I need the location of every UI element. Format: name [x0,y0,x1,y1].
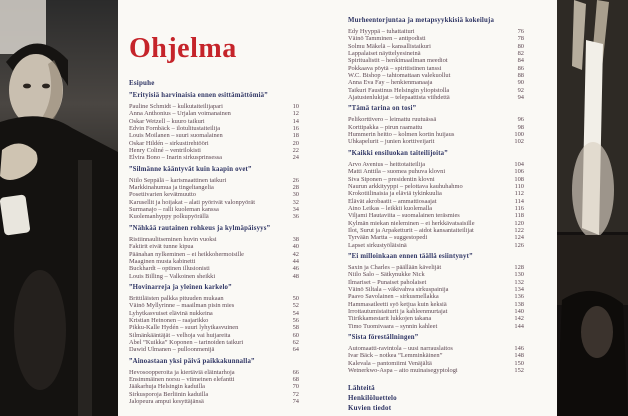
toc-item [129,302,299,309]
entry-page-number: 72 [292,390,299,398]
entry-page-number: 28 [292,184,299,192]
entry-page-number: 34 [292,206,299,214]
toc-item [348,234,524,241]
entry-label: Buckhardt – optinen illusionisti [129,265,210,273]
entry-page-number: 36 [292,213,299,221]
entry-label: Ilot, Surut ja Arpaketturit – aidot kansantaiteilijat [348,226,474,234]
toc-item [129,310,299,317]
toc-section [129,225,299,280]
entry-page-number: 78 [517,35,524,43]
toc-item [348,35,524,42]
toc-item [129,206,299,213]
entry-label: Posetiivarien kevätmuutto [129,191,196,199]
toc-item [348,301,524,308]
toc-item [348,124,524,131]
toc-item [348,50,524,57]
entry-page-number: 130 [514,271,524,279]
toc-item [129,132,299,139]
entry-page-number: 96 [517,116,524,124]
toc-item [348,242,524,249]
toc-item [348,227,524,234]
toc-item [129,369,299,376]
entry-page-number: 84 [517,57,524,65]
toc-item [348,279,524,286]
toc-section [348,17,524,101]
entry-label: Taikuri Faustinus Helsingin yliopistolla [348,86,450,94]
toc-section [348,150,524,249]
entry-page-number: 148 [514,352,524,360]
toc-item [129,339,299,346]
entry-page-number: 74 [292,398,299,405]
toc-item [129,184,299,191]
entry-page-number: 14 [292,117,299,125]
entry-label: Anna Anthonius – Urjalan voimanainen [129,110,231,118]
entry-page-number: 122 [514,226,524,234]
section-title: Murheentorjuntaa ja metapsyykkisiä kokeiluja [348,17,495,24]
toc-item [348,131,524,138]
toc-item [129,213,299,220]
toc-item [129,265,299,272]
entry-label: Lapset sirkustyöläisinä [348,241,407,249]
entry-label: Lyhytkasvuiset elävinä nukkeina [129,309,213,317]
entry-page-number: 10 [292,103,299,110]
toc-section [348,253,524,330]
toc-item [348,345,524,352]
toc-item [129,317,299,324]
entry-page-number: 82 [517,50,524,58]
toc-item [129,383,299,390]
toc-item [348,205,524,212]
entry-label: Abel ”Kuikka” Koponen – tarinoiden taikuri [129,338,244,346]
entry-page-number: 88 [517,72,524,80]
toc-item [348,212,524,219]
entry-label: Tiirikkamestarit lukkojen takana [348,315,432,323]
toc-item [129,125,299,132]
entry-page-number: 126 [514,241,524,249]
entry-label: W.C. Bishop – tahtomattaan valekuollut [348,72,451,80]
toc-item [348,43,524,50]
entry-label: Brittiläisten palkka pituuden mukaan [129,294,224,302]
page-title: Ohjelma [129,33,237,64]
toc-item [129,154,299,161]
toc-item [348,271,524,278]
toc-section [348,334,524,374]
entry-page-number: 54 [292,309,299,317]
entry-label: Kylmän miekan nieleminen – ei herkkävatsaisille [348,219,475,227]
entry-label: Paavo Savolainen – sirkusmellakka [348,293,439,301]
entry-page-number: 138 [514,300,524,308]
entry-label: Silmänkääntäjät – velhoja vai huijareita [129,331,231,339]
entry-page-number: 106 [514,168,524,176]
toc-item [129,258,299,265]
toc-item [129,273,299,280]
entry-label: Saxin ja Charles – päällään kävelijät [348,263,442,271]
entry-label: Sirkusporoja Berliinin kaduilla [129,390,209,398]
toc-item [348,28,524,35]
entry-label: Uhkapelurit – junien korttiveijarit [348,138,435,146]
entry-label: Ensimmäinen norsu – viimeinen elefantti [129,375,235,383]
entry-label: Oskar Wetzell – kuuro taikuri [129,117,205,125]
entry-label: Korttipakka – pirun raamattu [348,123,423,131]
entry-label: Hammasatleetti syö ketjua kuin keksiä [348,300,447,308]
entry-label: Jalopeura ampui kesyttäjänsä [129,398,204,405]
entry-label: Edy Hyyppä – tuhattaituri [348,28,415,35]
entry-page-number: 118 [514,212,524,220]
toc-item [348,57,524,64]
toc-item [129,177,299,184]
toc-item [348,220,524,227]
entry-page-number: 92 [517,86,524,94]
entry-page-number: 42 [292,250,299,258]
toc-item [348,264,524,271]
toc-section [129,358,299,406]
entry-label: Anna Eva Fay – henkienmanaaja [348,79,433,87]
toc-section [129,284,299,354]
entry-page-number: 134 [514,285,524,293]
entry-label: Pelikorttivero – leimattu ruutuässä [348,116,437,124]
entry-label: Naurun arkkityyppi – pelottava kauhuhahmo [348,182,463,190]
toc-item [129,243,299,250]
entry-page-number: 30 [292,191,299,199]
entry-label: Siva Siponen – presidentin klovni [348,175,435,183]
entry-page-number: 56 [292,316,299,324]
entry-page-number: 114 [514,197,524,205]
entry-label: Pauline Schmidt – kulkutaiteilijapari [129,103,223,110]
toc-item [348,190,524,197]
entry-page-number: 150 [514,359,524,367]
entry-label: Krokotiilinaisia ja eläviä tykinkuulia [348,190,442,198]
toc-item [348,323,524,330]
entry-label: Viljami Hautaviita – suomalainen teräsmies [348,212,460,220]
toc-item [348,352,524,359]
acrobat-image [557,0,628,416]
entry-page-number: 86 [517,64,524,72]
entry-page-number: 76 [517,28,524,35]
entry-page-number: 68 [292,375,299,383]
entry-label: Hummerin heitto – kolmen kortin huijaus [348,131,455,139]
entry-page-number: 48 [292,272,299,280]
toc-left-entries [129,79,299,405]
toc-item [348,72,524,79]
entry-label: Väinö Siltala – väkivahva sirkuspainija [348,285,449,293]
toc-item [129,398,299,405]
entry-page-number: 102 [514,138,524,146]
toc-item [348,79,524,86]
toc-item [129,376,299,383]
entry-label: Ivar Bäck – notkea ”Lemminkäinen” [348,352,443,360]
section-title: ”Ei milloinkaan ennen täällä esiintynyt” [348,252,473,260]
entry-page-number: 112 [514,190,524,198]
entry-page-number: 132 [514,278,524,286]
entry-page-number: 52 [292,302,299,310]
entry-label: Kristian Heinonen – raajarikko [129,316,209,324]
toc-right-entries [348,17,524,413]
back-matter-label: Lähteitä [348,384,375,393]
section-title: ”Hovinarreja ja yleinen karkelo” [129,283,232,291]
entry-page-number: 32 [292,198,299,206]
toc-item [129,324,299,331]
section-title: ”Erityisiä harvinaisia ennen esittämättömiä” [129,92,268,99]
toc-column-right [348,13,524,413]
entry-label: Elävät akrobaatit – ammattiosaajat [348,197,437,205]
entry-page-number: 152 [514,367,524,375]
entry-label: Automaatti-ravintola – uusi narrauslaitos [348,345,453,353]
back-matter-label: Henkilöluettelo [348,394,397,403]
entry-label: Matti Anttila – suomea puhuva klovni [348,168,446,176]
entry-label: Elvira Bono – Inarin sirkusprinsessa [129,154,223,162]
entry-label: Fakiirit eivät tunne kipua [129,243,194,251]
toc-section [348,105,524,145]
entry-page-number: 144 [514,322,524,330]
back-matter-label: Kuvien tiedot [348,404,392,413]
section-title: ”Ainoastaan yksi päivä paikkakunnalla” [129,357,255,365]
toc-item [348,138,524,145]
entry-page-number: 70 [292,383,299,391]
toc-item [348,308,524,315]
entry-page-number: 62 [292,338,299,346]
entry-page-number: 90 [517,79,524,87]
entry-page-number: 140 [514,308,524,315]
entry-page-number: 108 [514,175,524,183]
toc-item [129,140,299,147]
entry-label: Spiritualistit – henkimaailman meediot [348,57,448,65]
entry-label: Ristiinnaulitseminen huvin vuoksi [129,235,217,243]
entry-page-number: 142 [514,315,524,323]
toc-item [348,161,524,168]
preface-label: Esipuhe [129,79,155,87]
entry-label: Dawid Ulmanen – pulloonmenijä [129,346,215,354]
section-title: ”Silmänne kääntyvät kuin kaapin ovet” [129,165,252,173]
entry-page-number: 146 [514,345,524,353]
entry-page-number: 44 [292,257,299,265]
toc-item [129,346,299,353]
entry-label: Väinö Myllyrinne – maailman pisin mies [129,302,235,310]
entry-label: Timo Tuomivaara – synnin kahleet [348,322,438,330]
toc-item [129,191,299,198]
entry-page-number: 18 [292,132,299,140]
entry-label: Hevosoopperoita ja kiertäviä eläintarhoja [129,368,235,376]
entry-page-number: 116 [514,204,524,212]
entry-page-number: 120 [514,219,524,227]
entry-page-number: 94 [517,94,524,102]
entry-label: Maaginen musta kabinetti [129,257,196,265]
toc-item [129,118,299,125]
entry-label: Niilo Salo – Sätkynukke Nick [348,271,425,279]
entry-page-number: 110 [514,182,524,190]
entry-page-number: 66 [292,368,299,376]
toc-item [348,367,524,374]
toc-item [348,293,524,300]
toc-item [348,286,524,293]
entry-label: Louis Billing – Valkoinen sheikki [129,272,216,280]
section-title: ”Nähkää rautainen rohkeus ja kylmäpäisyys” [129,224,271,232]
entry-label: Ilmariset – Punaiset paholaiset [348,278,427,286]
entry-page-number: 40 [292,243,299,251]
entry-label: Irrottautumistaiturit ja kahleenmurtajat [348,308,448,315]
toc-item [348,116,524,123]
toc-item [348,198,524,205]
entry-label: Louis Moilanen – suuri suomalainen [129,132,223,140]
entry-page-number: 104 [514,160,524,168]
entry-label: Väinö Tamminen – antipodisti [348,35,426,43]
entry-label: Niilo Seppälä – karismaattinen taikuri [129,176,227,184]
entry-page-number: 26 [292,176,299,184]
entry-page-number: 12 [292,110,299,118]
toc-column-left [129,34,299,408]
section-title: ”Kaikki ensiluokan taiteilijoita” [348,149,448,157]
entry-page-number: 100 [514,131,524,139]
entry-label: Ajatustenlukijat – telepaattista viihdettä [348,94,450,102]
entry-label: Aino Leikas – leikkii kuolemalla [348,204,433,212]
entry-page-number: 46 [292,265,299,273]
entry-page-number: 22 [292,147,299,155]
entry-label: Lappalaiset näyttelyesineinä [348,50,421,58]
entry-page-number: 24 [292,154,299,162]
entry-label: Jääkarhuja Helsingin kaduilla [129,383,205,391]
toc-item [129,110,299,117]
entry-page-number: 64 [292,346,299,354]
left-photo-magician-portrait [0,0,118,416]
section-title: ”Sista föreställningen” [348,334,419,342]
entry-label: Päänahan nylkeminen – ei heikkohermoisille [129,250,245,258]
entry-label: Arvo Avenius – heittotaiteilija [348,160,426,168]
entry-page-number: 124 [514,234,524,242]
entry-page-number: 50 [292,294,299,302]
toc-item [348,65,524,72]
toc-item [129,236,299,243]
toc-item [348,168,524,175]
entry-label: Karusellit ja hoijakat – alati pyörivät valonpyörät [129,198,255,206]
magician-portrait-image [0,0,118,416]
entry-label: Kalevala – pantomiimi Venäjältä [348,359,432,367]
entry-page-number: 128 [514,263,524,271]
entry-label: Henry Coliné – ventrilokisti [129,147,201,155]
entry-page-number: 38 [292,235,299,243]
entry-label: Oskar Hildén – sirkustirehtööri [129,139,209,147]
toc-item [129,103,299,110]
toc-item [348,315,524,322]
entry-page-number: 20 [292,139,299,147]
entry-label: Markkinahumua ja tingeltangelia [129,184,214,192]
toc-section [129,166,299,221]
toc-item [129,295,299,302]
toc-item [129,199,299,206]
entry-label: Wetnerkwo-Aspa – aito muinaisegyptologi [348,367,458,375]
toc-item [348,183,524,190]
right-photo-acrobat [557,0,628,416]
toc-item [129,251,299,258]
entry-page-number: 80 [517,42,524,50]
toc-item [129,332,299,339]
toc-item [129,391,299,398]
toc-item [129,147,299,154]
entry-label: Pikku-Kalle Hydén – suuri lyhytkasvuinen [129,324,239,332]
toc-item [348,360,524,367]
toc-item [348,176,524,183]
entry-page-number: 16 [292,125,299,133]
entry-page-number: 58 [292,324,299,332]
entry-label: Edvin Fornbäck – ilotulitustaiteilija [129,125,221,133]
toc-section [129,92,299,162]
entry-page-number: 136 [514,293,524,301]
entry-page-number: 60 [292,331,299,339]
entry-label: Surmanajo – ralli kuoleman kanssa [129,206,219,214]
entry-label: Kuolemanhyppy polkupyörällä [129,213,209,221]
toc-item [348,94,524,101]
section-title: ”Tämä tarina on tosi” [348,105,417,113]
entry-label: Tyrvään Martta – suggestopedi [348,234,428,242]
toc-item [348,87,524,94]
entry-label: Solmu Mäkelä – kansallistaikuri [348,42,431,50]
entry-page-number: 98 [517,123,524,131]
entry-label: Pokkaava pöytä – spiritistinen tanssi [348,64,442,72]
